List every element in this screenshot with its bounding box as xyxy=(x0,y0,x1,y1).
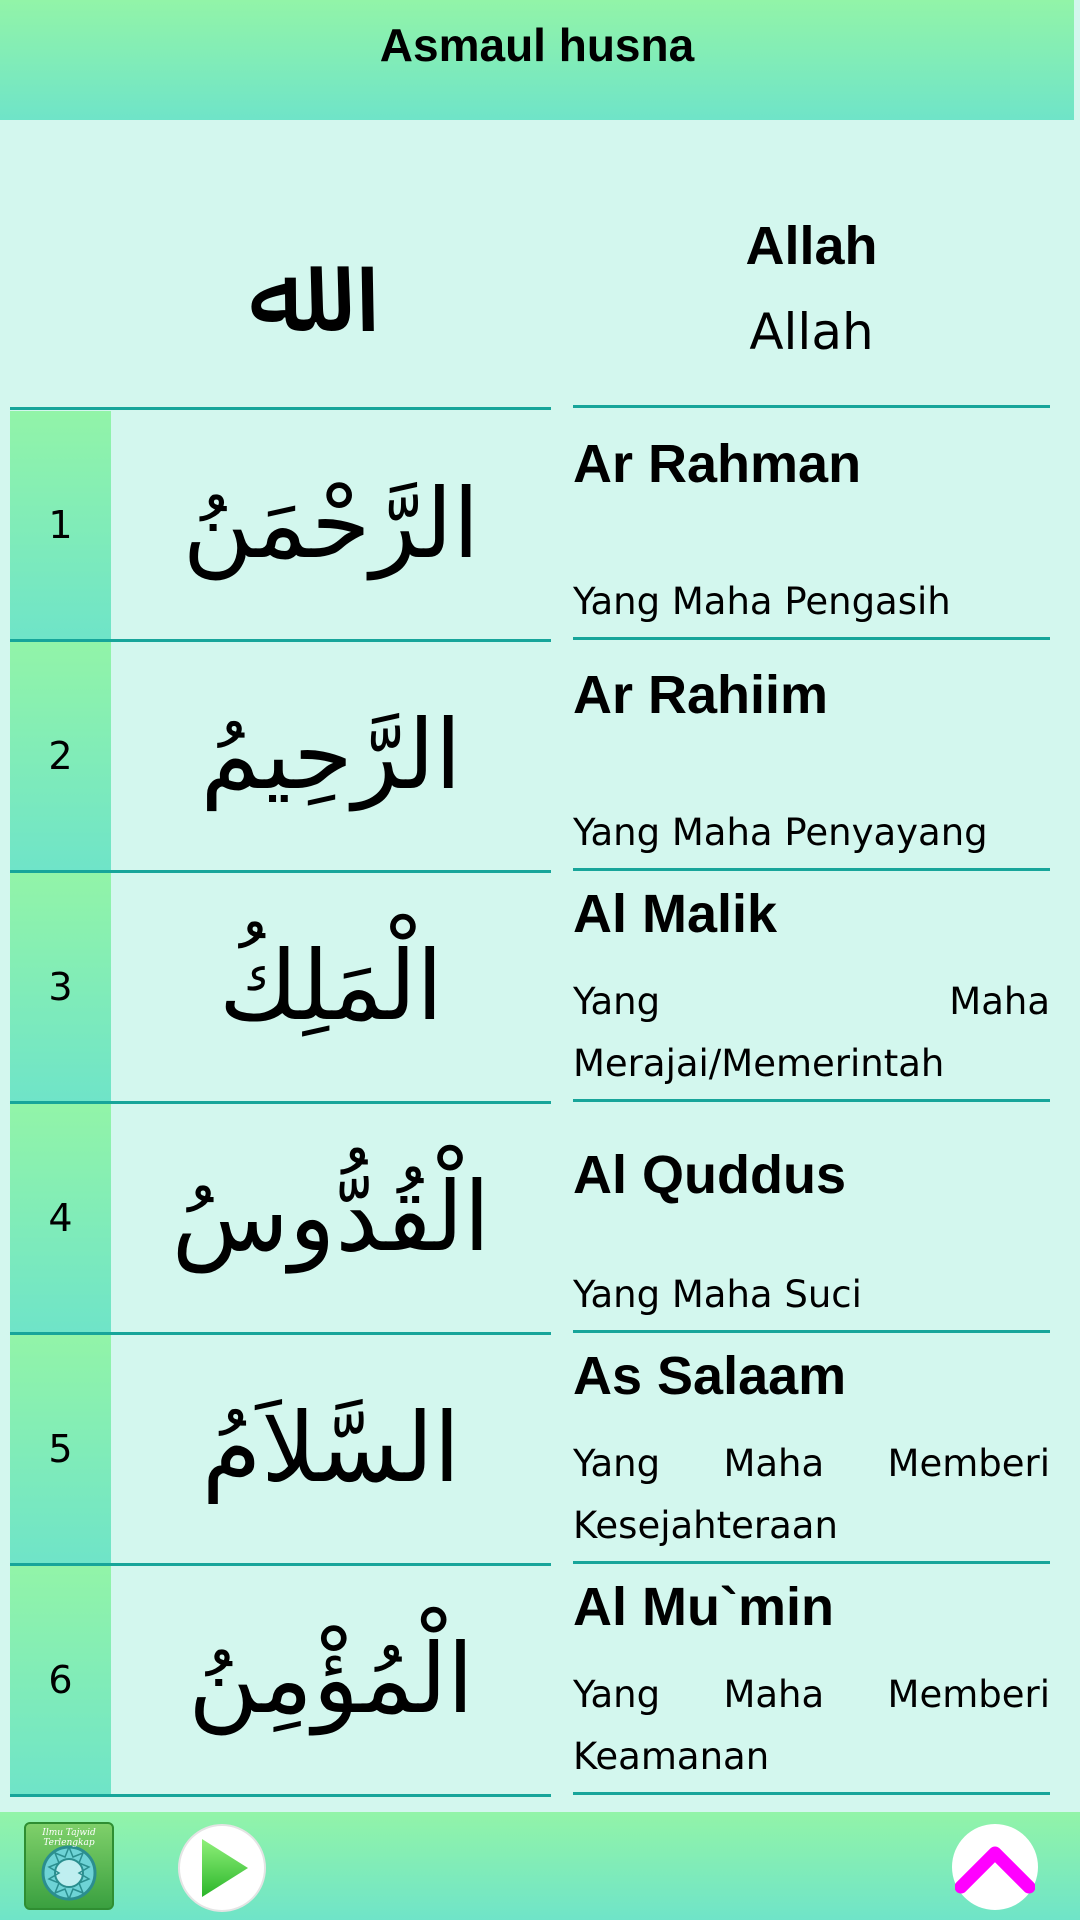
play-icon xyxy=(192,1835,252,1901)
item-number: 1 xyxy=(10,411,111,642)
page-title: Asmaul husna xyxy=(379,19,695,71)
list-item[interactable] xyxy=(0,873,1080,1104)
names-list[interactable] xyxy=(0,120,1080,1812)
arabic-text: السَّلاَمُ xyxy=(201,1392,461,1505)
arabic-cell xyxy=(10,180,551,410)
list-item[interactable] xyxy=(0,411,1080,642)
name-latin: Al Mu`min xyxy=(573,1577,834,1637)
name-latin: Allah xyxy=(745,216,878,276)
arabic-text: الْقُدُّوسُ xyxy=(171,1161,491,1274)
name-latin: As Salaam xyxy=(573,1346,847,1406)
arabic-cell xyxy=(111,411,551,642)
arabic-text: الْمَلِكُ xyxy=(218,930,444,1043)
name-meaning: Yang Maha Pengasih xyxy=(573,580,951,623)
arabic-cell xyxy=(111,1104,551,1335)
name-latin: Ar Rahiim xyxy=(573,665,829,725)
quran-emblem-icon xyxy=(37,1841,101,1905)
app-logo-button[interactable] xyxy=(24,1822,114,1910)
list-item[interactable] xyxy=(0,642,1080,873)
bottom-bar xyxy=(0,1812,1080,1920)
logo-text: Ilmu Tajwid Terlengkap xyxy=(42,1828,96,1848)
item-number: 2 xyxy=(10,642,111,873)
scroll-up-button[interactable] xyxy=(952,1824,1038,1910)
arabic-text: الرَّحِيمُ xyxy=(200,699,462,812)
name-meaning: Yang Maha Merajai/Memerintah xyxy=(573,980,1050,1085)
allah-row xyxy=(0,120,1080,410)
chevron-up-icon xyxy=(955,1839,1035,1895)
info-cell xyxy=(573,1104,1050,1333)
name-meaning: Yang Maha Penyayang xyxy=(573,811,988,854)
arabic-cell xyxy=(111,873,551,1104)
list-item[interactable] xyxy=(0,1566,1080,1797)
arabic-cell xyxy=(111,1566,551,1797)
name-meaning: Allah xyxy=(749,303,874,361)
info-cell xyxy=(573,642,1050,871)
arabic-cell xyxy=(111,642,551,873)
name-latin: Ar Rahman xyxy=(573,434,862,494)
name-meaning: Yang Maha Memberi Kesejahteraan xyxy=(573,1442,1050,1547)
arabic-text: الرَّحْمَنُ xyxy=(182,468,480,581)
info-cell xyxy=(573,411,1050,640)
name-meaning: Yang Maha Memberi Keamanan xyxy=(573,1673,1050,1778)
name-latin: Al Malik xyxy=(573,884,778,944)
arabic-cell xyxy=(111,1335,551,1566)
arabic-text: الْمُؤْمِنُ xyxy=(188,1623,474,1736)
app-header xyxy=(0,0,1074,120)
name-latin: Al Quddus xyxy=(573,1145,846,1205)
item-number: 6 xyxy=(10,1566,111,1797)
info-cell xyxy=(573,1566,1050,1795)
play-button[interactable] xyxy=(178,1824,266,1912)
info-cell xyxy=(573,873,1050,1102)
name-meaning: Yang Maha Suci xyxy=(573,1273,862,1316)
item-number: 5 xyxy=(10,1335,111,1566)
item-number: 3 xyxy=(10,873,111,1104)
info-cell xyxy=(573,1335,1050,1564)
info-cell xyxy=(573,215,1050,408)
item-number: 4 xyxy=(10,1104,111,1335)
list-item[interactable] xyxy=(0,1335,1080,1566)
arabic-text: ﷲ xyxy=(248,229,313,357)
list-item[interactable] xyxy=(0,1104,1080,1335)
